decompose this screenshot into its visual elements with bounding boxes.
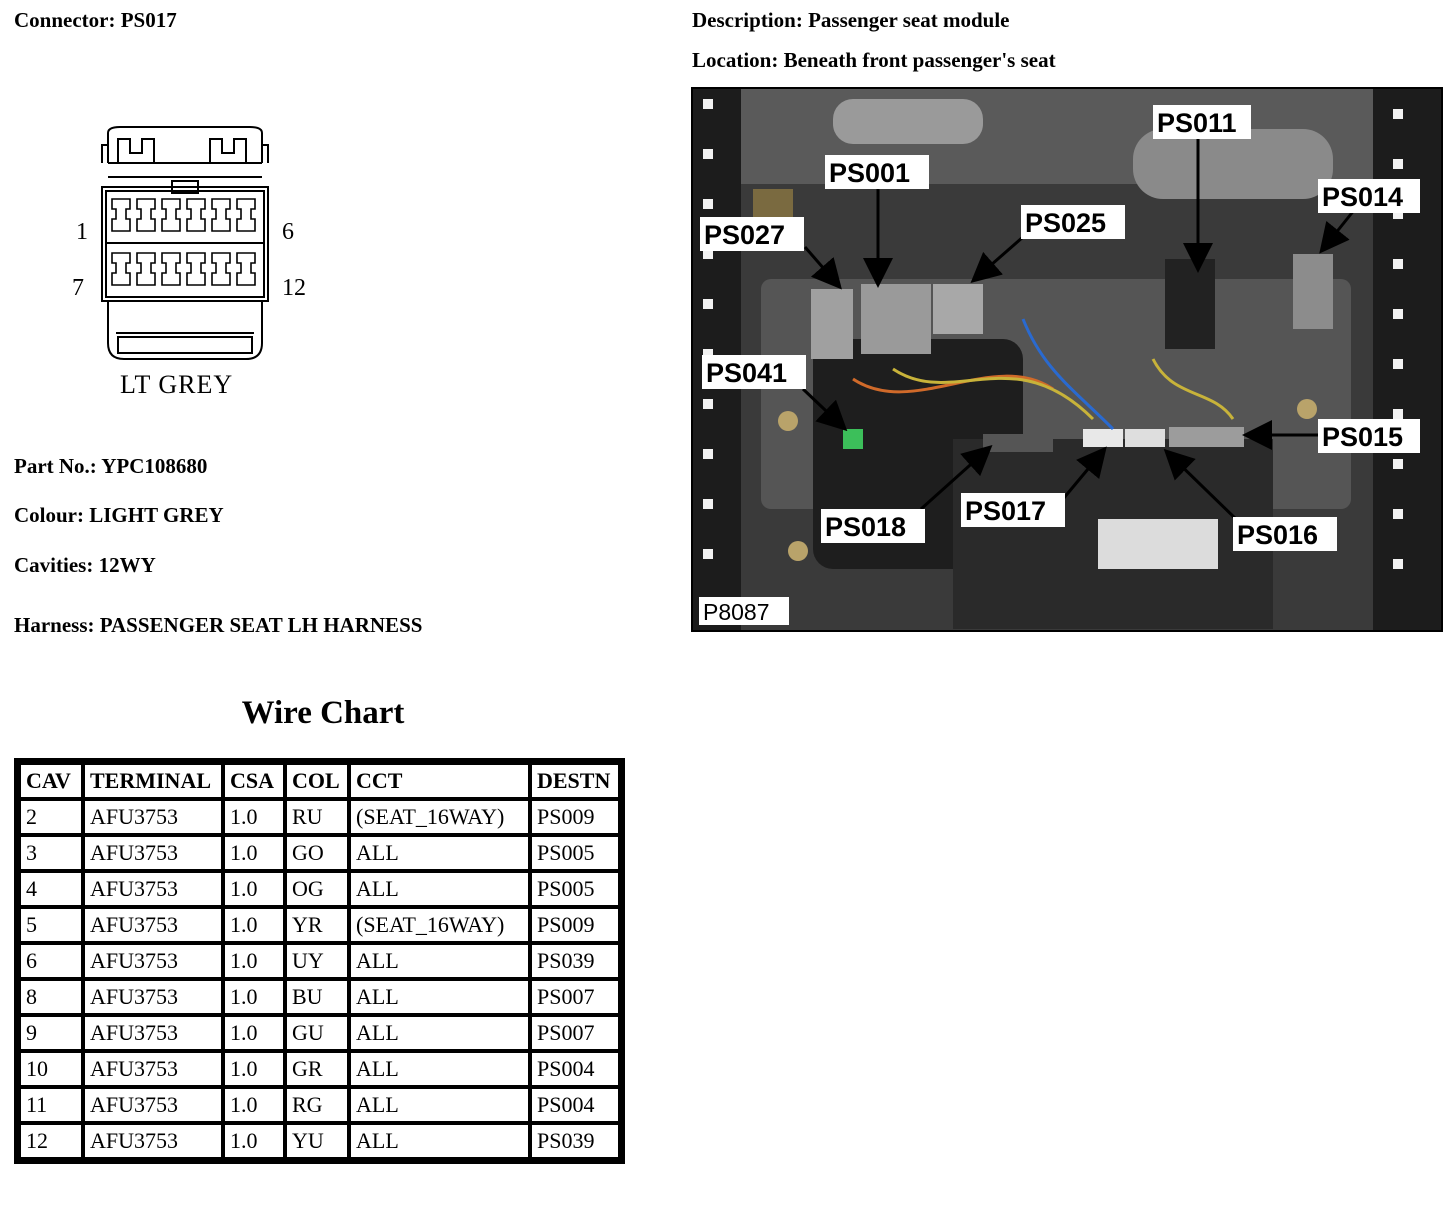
- header-csa: CSA: [225, 765, 283, 797]
- cell-cav: 5: [21, 909, 81, 941]
- table-row: [21, 1089, 618, 1121]
- cell-cct: (SEAT_16WAY): [351, 909, 528, 941]
- cell-cct: ALL: [351, 1017, 528, 1049]
- cavity-9: [162, 253, 180, 285]
- cell-csa: 1.0: [225, 873, 283, 905]
- cell-csa: 1.0: [225, 1089, 283, 1121]
- connector-label: Connector: PS017: [14, 8, 177, 32]
- cell-csa: 1.0: [225, 1053, 283, 1085]
- location-label: Location: Beneath front passenger's seat: [692, 48, 1056, 72]
- harness: Harness: PASSENGER SEAT LH HARNESS: [14, 613, 423, 637]
- cell-col: GO: [287, 837, 347, 869]
- cell-destn: PS005: [532, 873, 618, 905]
- cell-csa: 1.0: [225, 801, 283, 833]
- cell-cav: 6: [21, 945, 81, 977]
- header-terminal: TERMINAL: [85, 765, 221, 797]
- cell-cav: 4: [21, 873, 81, 905]
- cell-col: BU: [287, 981, 347, 1013]
- connector-face-diagram: [60, 115, 330, 415]
- cell-destn: PS039: [532, 945, 618, 977]
- cell-col: YU: [287, 1125, 347, 1157]
- cell-col: GR: [287, 1053, 347, 1085]
- header-col: COL: [287, 765, 347, 797]
- cavity-3: [162, 199, 180, 231]
- cell-cct: ALL: [351, 837, 528, 869]
- table-row: [21, 945, 618, 977]
- cavity-6: [237, 199, 255, 231]
- table-header-row: [21, 765, 618, 797]
- colour-code-label: LT GREY: [120, 370, 234, 399]
- cell-col: RU: [287, 801, 347, 833]
- cavity-8: [137, 253, 155, 285]
- header-cav: CAV: [21, 765, 81, 797]
- cell-cct: ALL: [351, 1089, 528, 1121]
- table-row: [21, 1053, 618, 1085]
- cavity-10: [187, 253, 205, 285]
- cell-cav: 2: [21, 801, 81, 833]
- cell-col: GU: [287, 1017, 347, 1049]
- cell-cav: 8: [21, 981, 81, 1013]
- location-photo: [691, 87, 1443, 632]
- cavity-2: [137, 199, 155, 231]
- cell-destn: PS039: [532, 1125, 618, 1157]
- cavity-5: [212, 199, 230, 231]
- photo-reference: P8087: [703, 599, 770, 625]
- cell-terminal: AFU3753: [85, 1089, 221, 1121]
- header-cct: CCT: [351, 765, 528, 797]
- cell-terminal: AFU3753: [85, 945, 221, 977]
- cell-cct: ALL: [351, 945, 528, 977]
- cell-terminal: AFU3753: [85, 1053, 221, 1085]
- cavities: Cavities: 12WY: [14, 553, 156, 577]
- cell-terminal: AFU3753: [85, 909, 221, 941]
- cell-col: RG: [287, 1089, 347, 1121]
- cell-destn: PS009: [532, 909, 618, 941]
- callout-ps014: PS014: [1322, 182, 1404, 212]
- cell-csa: 1.0: [225, 837, 283, 869]
- callout-ps025: PS025: [1025, 208, 1107, 238]
- cell-cav: 3: [21, 837, 81, 869]
- cell-terminal: AFU3753: [85, 1125, 221, 1157]
- header-destn: DESTN: [532, 765, 618, 797]
- cell-cav: 9: [21, 1017, 81, 1049]
- cavity-1: [112, 199, 130, 231]
- cell-col: UY: [287, 945, 347, 977]
- cell-destn: PS004: [532, 1089, 618, 1121]
- pin-6-label: 6: [282, 219, 294, 245]
- cell-csa: 1.0: [225, 909, 283, 941]
- callout-ps011: PS011: [1157, 108, 1237, 138]
- cell-terminal: AFU3753: [85, 1017, 221, 1049]
- table-row: [21, 1125, 618, 1157]
- part-number: Part No.: YPC108680: [14, 454, 208, 478]
- callout-ps027: PS027: [704, 220, 786, 250]
- cavity-12: [237, 253, 255, 285]
- table-row: [21, 837, 618, 869]
- pin-1-label: 1: [76, 219, 88, 245]
- cell-destn: PS007: [532, 981, 618, 1013]
- cavity-7: [112, 253, 130, 285]
- cell-destn: PS009: [532, 801, 618, 833]
- cell-cav: 10: [21, 1053, 81, 1085]
- cell-cct: ALL: [351, 873, 528, 905]
- cavity-4: [187, 199, 205, 231]
- callout-ps001: PS001: [829, 158, 911, 188]
- cell-destn: PS007: [532, 1017, 618, 1049]
- cell-terminal: AFU3753: [85, 981, 221, 1013]
- cell-col: YR: [287, 909, 347, 941]
- cell-cct: ALL: [351, 1053, 528, 1085]
- wire-chart-title: Wire Chart: [241, 695, 405, 731]
- cell-terminal: AFU3753: [85, 801, 221, 833]
- cell-col: OG: [287, 873, 347, 905]
- cell-cct: (SEAT_16WAY): [351, 801, 528, 833]
- cell-csa: 1.0: [225, 981, 283, 1013]
- table-row: [21, 909, 618, 941]
- wire-chart-table: [14, 758, 625, 1164]
- cell-csa: 1.0: [225, 1125, 283, 1157]
- table-row: [21, 981, 618, 1013]
- callout-ps016: PS016: [1237, 520, 1319, 550]
- cell-destn: PS005: [532, 837, 618, 869]
- cell-terminal: AFU3753: [85, 873, 221, 905]
- cell-terminal: AFU3753: [85, 837, 221, 869]
- callout-ps015: PS015: [1322, 422, 1404, 452]
- callout-ps018: PS018: [825, 512, 907, 542]
- pin-12-label: 12: [282, 275, 306, 301]
- callout-ps017: PS017: [965, 496, 1047, 526]
- cell-csa: 1.0: [225, 1017, 283, 1049]
- cell-cct: ALL: [351, 1125, 528, 1157]
- location-photo-illustration: [693, 89, 1441, 630]
- table-row: [21, 801, 618, 833]
- cell-cav: 12: [21, 1125, 81, 1157]
- table-row: [21, 1017, 618, 1049]
- cell-cav: 11: [21, 1089, 81, 1121]
- cell-destn: PS004: [532, 1053, 618, 1085]
- table-row: [21, 873, 618, 905]
- cell-cct: ALL: [351, 981, 528, 1013]
- pin-7-label: 7: [72, 275, 84, 301]
- cell-csa: 1.0: [225, 945, 283, 977]
- cavity-11: [212, 253, 230, 285]
- description-label: Description: Passenger seat module: [692, 8, 1010, 32]
- callout-ps041: PS041: [706, 358, 788, 388]
- colour: Colour: LIGHT GREY: [14, 503, 224, 527]
